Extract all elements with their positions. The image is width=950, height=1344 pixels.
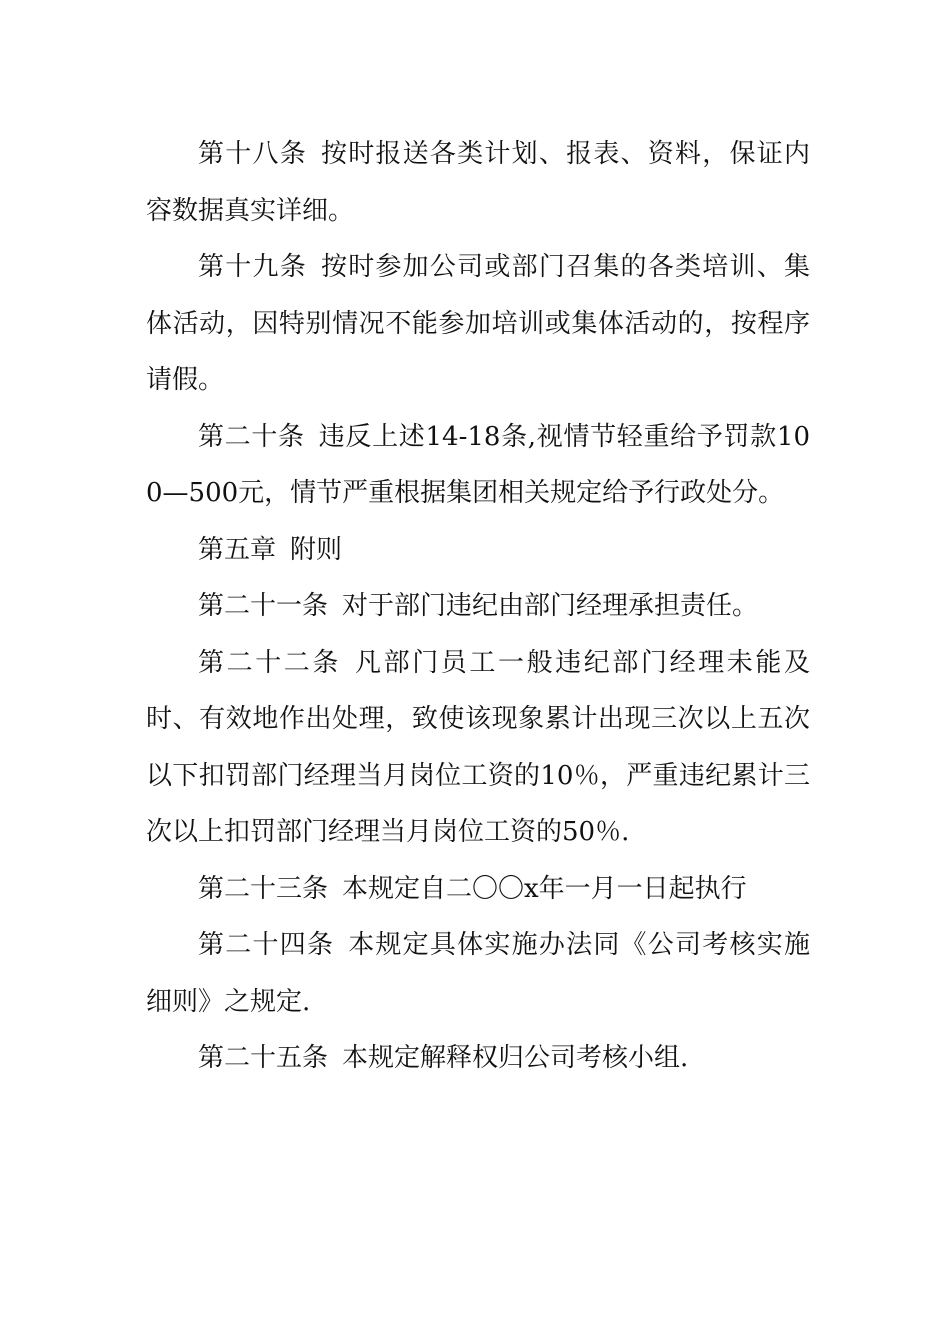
article-24 xyxy=(146,917,810,1030)
article-number: 第二十五条 xyxy=(198,1043,329,1073)
article-21 xyxy=(146,578,810,635)
chapter-title: 附则 xyxy=(290,534,343,565)
article-number: 第二十一条 xyxy=(198,591,329,621)
article-20 xyxy=(146,409,810,522)
article-text: 按时报送各类计划、报表、资料，保证内容数据真实详细。 xyxy=(146,139,810,226)
article-text: 违反上述14-18条,视情节轻重给予罚款100—500元，情节严重根据集团相关规定给予行政处分。 xyxy=(146,421,810,508)
article-text: 本规定具体实施办法同《公司考核实施细则》之规定. xyxy=(146,930,810,1017)
article-text: 本规定解释权归公司考核小组. xyxy=(342,1043,689,1073)
article-text: 凡部门员工一般违纪部门经理未能及时、有效地作出处理，致使该现象累计出现三次以上五次以下扣罚部门经理当月岗位工资的10％，严重违纪累计三次以上扣罚部门经理当月岗位工资的50％. xyxy=(146,647,810,847)
article-number: 第二十四条 xyxy=(198,930,335,960)
article-number: 第十九条 xyxy=(198,252,307,282)
article-25 xyxy=(146,1030,810,1087)
chapter-5-heading xyxy=(146,522,810,579)
article-text: 本规定自二〇〇x年一月一日起执行 xyxy=(342,873,747,904)
article-22 xyxy=(146,635,810,861)
article-number: 第二十二条 xyxy=(198,647,341,678)
article-18 xyxy=(146,126,810,239)
article-number: 第十八条 xyxy=(198,139,307,169)
article-text: 对于部门违纪由部门经理承担责任。 xyxy=(342,591,759,621)
document-body xyxy=(146,126,810,1087)
article-number: 第二十条 xyxy=(198,421,305,452)
article-number: 第二十三条 xyxy=(198,873,329,904)
article-text: 按时参加公司或部门召集的各类培训、集体活动，因特别情况不能参加培训或集体活动的，按程序请假。 xyxy=(146,252,810,395)
article-23 xyxy=(146,861,810,918)
article-19 xyxy=(146,239,810,409)
chapter-number: 第五章 xyxy=(198,534,277,565)
